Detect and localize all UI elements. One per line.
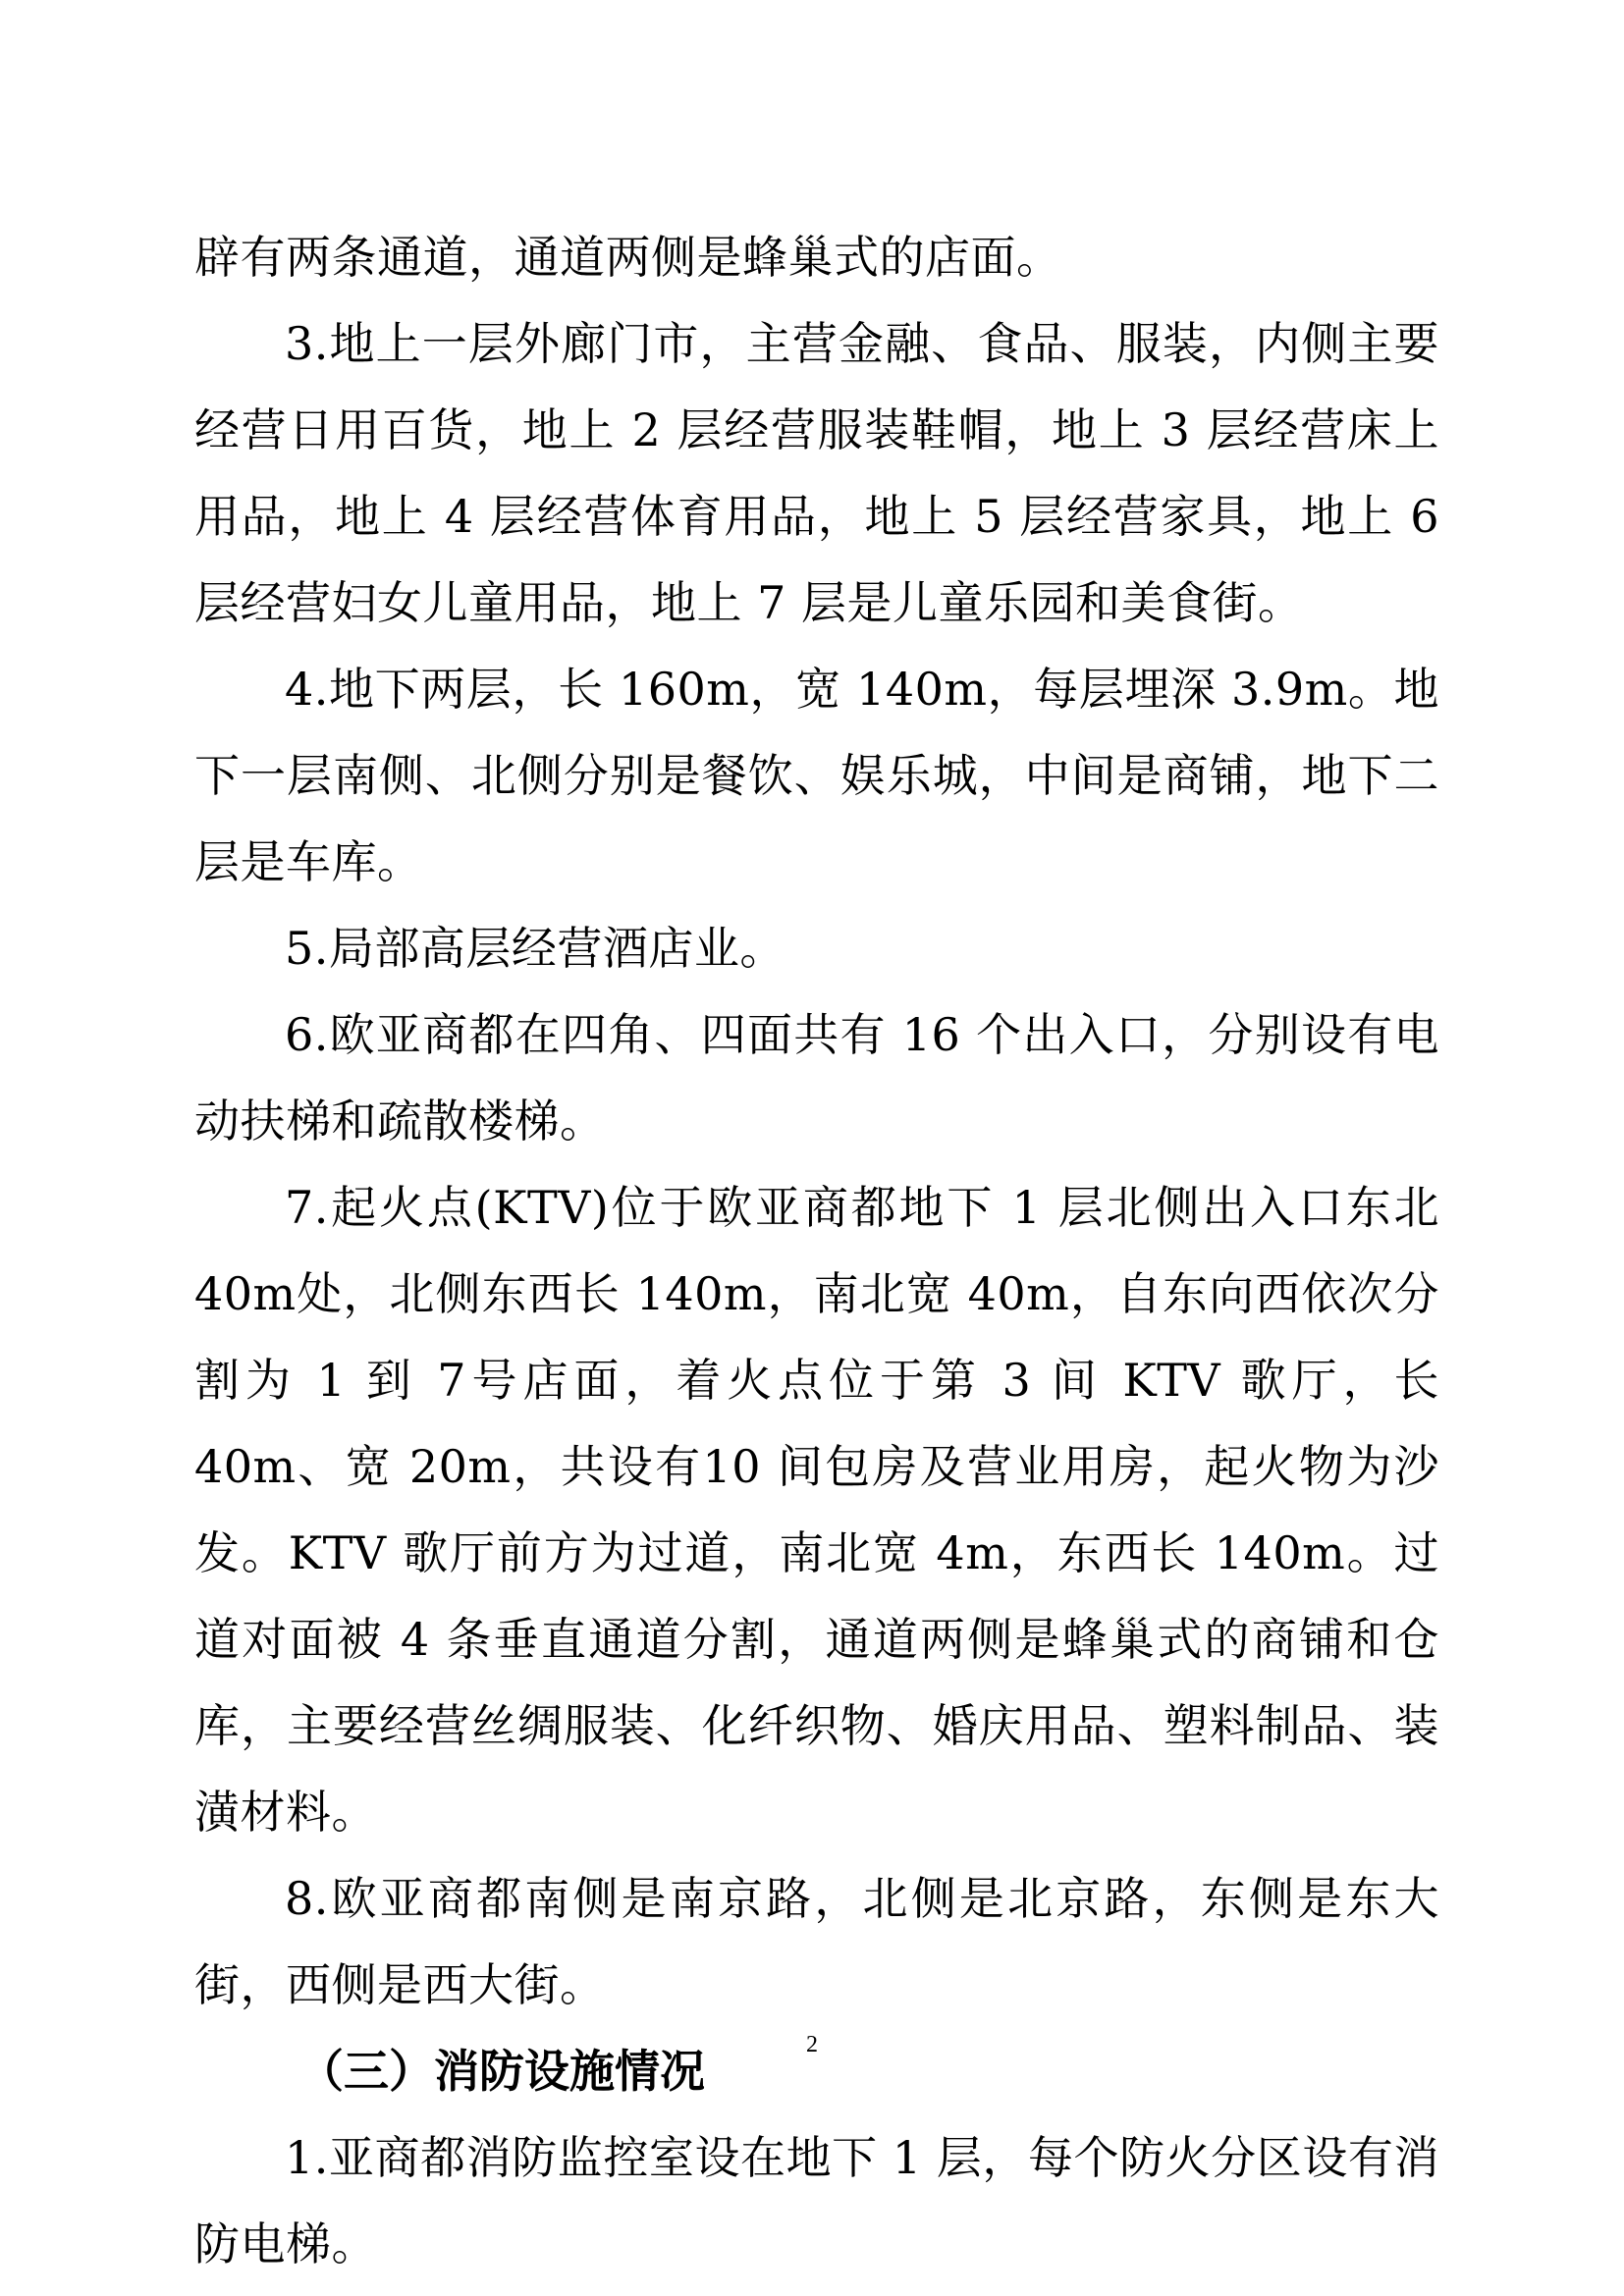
paragraph-fire-facilities-1: 1.亚商都消防监控室设在地下 1 层，每个防火分区设有消防电梯。 — [194, 2131, 1439, 2270]
page-number: 2 — [806, 2032, 818, 2057]
document-body — [194, 214, 1439, 2287]
paragraph-item-8: 8.欧亚商都南侧是南京路，北侧是北京路，东侧是东大街，西侧是西大街。 — [194, 1872, 1439, 2011]
section-heading: （三）消防设施情况 — [298, 2045, 705, 2098]
paragraph-item-4: 4.地下两层，长 160m，宽 140m，每层埋深 3.9m。地下一层南侧、北侧分别是餐饮、娱乐城，中间是商铺，地下二层是车库。 — [194, 663, 1439, 888]
paragraph-continuation: 辟有两条通道，通道两侧是蜂巢式的店面。 — [194, 231, 1062, 284]
paragraph-item-7: 7.起火点(KTV)位于欧亚商都地下 1 层北侧出入口东北 40m处，北侧东西长 140m，南北宽 40m，自东向西依次分割为 1 到 7号店面，着火点位于第 3 间 KTV 歌厅，长 40m、宽 20m，共设有10 间包房及营业用房，起火物为沙发。KTV 歌厅前方为过道，南北宽 4m，东西长 140m。过道对面被 4 条垂直通道分割，通道两侧是蜂巢式的商铺和仓库，主要经营丝绸服装、化纤织物、婚庆用品、塑料制品、装潢材料。 — [194, 1181, 1439, 1839]
paragraph-item-5: 5.局部高层经营酒店业。 — [285, 922, 785, 975]
paragraph-item-6: 6.欧亚商都在四角、四面共有 16 个出入口，分别设有电动扶梯和疏散楼梯。 — [194, 1008, 1439, 1148]
paragraph-item-3: 3.地上一层外廊门市，主营金融、食品、服装，内侧主要经营日用百货，地上 2 层经营服装鞋帽，地上 3 层经营床上用品，地上 4 层经营体育用品，地上 5 层经营家具，地上 6 层经营妇女儿童用品，地上 7 层是儿童乐园和美食街。 — [194, 317, 1439, 629]
